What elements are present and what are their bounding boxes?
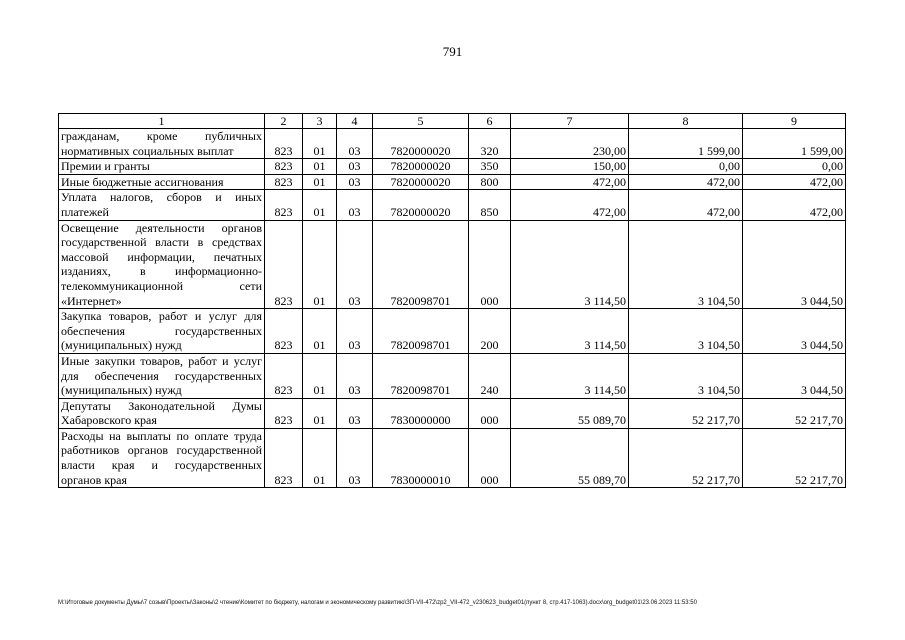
target-article-cell: 7820000020 — [373, 190, 469, 220]
amount-cell-7: 230,00 — [511, 129, 629, 159]
subsection-cell: 03 — [337, 190, 373, 220]
amount-cell-9: 472,00 — [743, 190, 846, 220]
subsection-cell: 03 — [337, 398, 373, 428]
budget-table — [58, 113, 846, 488]
amount-cell-9: 0,00 — [743, 159, 846, 175]
amount-cell-7: 55 089,70 — [511, 428, 629, 487]
amount-cell-9: 3 044,50 — [743, 220, 846, 309]
amount-cell-7: 55 089,70 — [511, 398, 629, 428]
table-row — [59, 309, 846, 354]
code-cell: 823 — [265, 220, 303, 309]
section-cell: 01 — [303, 428, 337, 487]
expense-type-cell: 000 — [469, 398, 511, 428]
subsection-cell: 03 — [337, 353, 373, 398]
amount-cell-8: 52 217,70 — [629, 398, 743, 428]
target-article-cell: 7820098701 — [373, 309, 469, 354]
code-cell: 823 — [265, 353, 303, 398]
subsection-cell: 03 — [337, 428, 373, 487]
table-row — [59, 428, 846, 487]
section-cell: 01 — [303, 129, 337, 159]
page-number: 791 — [442, 44, 463, 59]
amount-cell-9: 52 217,70 — [743, 428, 846, 487]
expense-type-cell: 850 — [469, 190, 511, 220]
code-cell: 823 — [265, 174, 303, 190]
target-article-cell: 7830000000 — [373, 398, 469, 428]
amount-cell-8: 1 599,00 — [629, 129, 743, 159]
code-cell: 823 — [265, 190, 303, 220]
row-name-cell: Уплата налогов, сборов и иных платежей — [59, 190, 265, 220]
amount-cell-8: 472,00 — [629, 174, 743, 190]
column-header: 7 — [511, 114, 629, 129]
target-article-cell: 7830000010 — [373, 428, 469, 487]
column-header: 5 — [373, 114, 469, 129]
row-name-cell: Иные бюджетные ассигнования — [59, 174, 265, 190]
column-header: 3 — [303, 114, 337, 129]
amount-cell-7: 150,00 — [511, 159, 629, 175]
table-row — [59, 353, 846, 398]
amount-cell-7: 472,00 — [511, 190, 629, 220]
target-article-cell: 7820000020 — [373, 174, 469, 190]
section-cell: 01 — [303, 220, 337, 309]
amount-cell-7: 3 114,50 — [511, 220, 629, 309]
column-header: 6 — [469, 114, 511, 129]
section-cell: 01 — [303, 190, 337, 220]
table-row — [59, 220, 846, 309]
amount-cell-8: 3 104,50 — [629, 353, 743, 398]
amount-cell-9: 3 044,50 — [743, 309, 846, 354]
row-name-cell: Закупка товаров, работ и услуг для обеспечения государственных (муниципальных) нужд — [59, 309, 265, 354]
table-row — [59, 129, 846, 159]
subsection-cell: 03 — [337, 309, 373, 354]
code-cell: 823 — [265, 309, 303, 354]
table-row — [59, 398, 846, 428]
expense-type-cell: 000 — [469, 220, 511, 309]
amount-cell-9: 3 044,50 — [743, 353, 846, 398]
expense-type-cell: 800 — [469, 174, 511, 190]
code-cell: 823 — [265, 398, 303, 428]
expense-type-cell: 350 — [469, 159, 511, 175]
code-cell: 823 — [265, 129, 303, 159]
amount-cell-8: 472,00 — [629, 190, 743, 220]
table-row — [59, 159, 846, 175]
column-header: 1 — [59, 114, 265, 129]
amount-cell-7: 3 114,50 — [511, 353, 629, 398]
section-cell: 01 — [303, 398, 337, 428]
amount-cell-7: 3 114,50 — [511, 309, 629, 354]
section-cell: 01 — [303, 159, 337, 175]
target-article-cell: 7820000020 — [373, 159, 469, 175]
subsection-cell: 03 — [337, 159, 373, 175]
column-header: 2 — [265, 114, 303, 129]
column-header: 8 — [629, 114, 743, 129]
code-cell: 823 — [265, 159, 303, 175]
amount-cell-7: 472,00 — [511, 174, 629, 190]
subsection-cell: 03 — [337, 174, 373, 190]
expense-type-cell: 000 — [469, 428, 511, 487]
code-cell: 823 — [265, 428, 303, 487]
expense-type-cell: 320 — [469, 129, 511, 159]
table-header-row — [59, 114, 846, 129]
expense-type-cell: 240 — [469, 353, 511, 398]
table-body — [59, 129, 846, 488]
table-row — [59, 190, 846, 220]
column-header: 9 — [743, 114, 846, 129]
target-article-cell: 7820000020 — [373, 129, 469, 159]
amount-cell-9: 472,00 — [743, 174, 846, 190]
section-cell: 01 — [303, 174, 337, 190]
document-path-footer: M:\Итоговые документы Думы\7 созыв\Проекты\Законы\2 чтение\Комитет по бюджету, налогам и экономическому развитию\ЗП-VII-472\zp2_VII-472_v230623_budget01(пункт 8, стр.417-1063).docx\org_budget01\23.06.2023 11:53:50 — [58, 600, 697, 606]
row-name-cell: Освещение деятельности органов государственной власти в средствах массовой информации, печатных изданиях, в информационно-телекоммуникационной сети «Интернет» — [59, 220, 265, 309]
target-article-cell: 7820098701 — [373, 220, 469, 309]
column-header: 4 — [337, 114, 373, 129]
amount-cell-9: 1 599,00 — [743, 129, 846, 159]
target-article-cell: 7820098701 — [373, 353, 469, 398]
section-cell: 01 — [303, 353, 337, 398]
amount-cell-8: 52 217,70 — [629, 428, 743, 487]
row-name-cell: Расходы на выплаты по оплате труда работников органов государственной власти края и государственных органов края — [59, 428, 265, 487]
amount-cell-9: 52 217,70 — [743, 398, 846, 428]
table-row — [59, 174, 846, 190]
amount-cell-8: 0,00 — [629, 159, 743, 175]
row-name-cell: Депутаты Законодательной Думы Хабаровского края — [59, 398, 265, 428]
section-cell: 01 — [303, 309, 337, 354]
subsection-cell: 03 — [337, 129, 373, 159]
amount-cell-8: 3 104,50 — [629, 220, 743, 309]
row-name-cell: гражданам, кроме публичных нормативных социальных выплат — [59, 129, 265, 159]
expense-type-cell: 200 — [469, 309, 511, 354]
subsection-cell: 03 — [337, 220, 373, 309]
row-name-cell: Иные закупки товаров, работ и услуг для обеспечения государственных (муниципальных) нужд — [59, 353, 265, 398]
amount-cell-8: 3 104,50 — [629, 309, 743, 354]
row-name-cell: Премии и гранты — [59, 159, 265, 175]
